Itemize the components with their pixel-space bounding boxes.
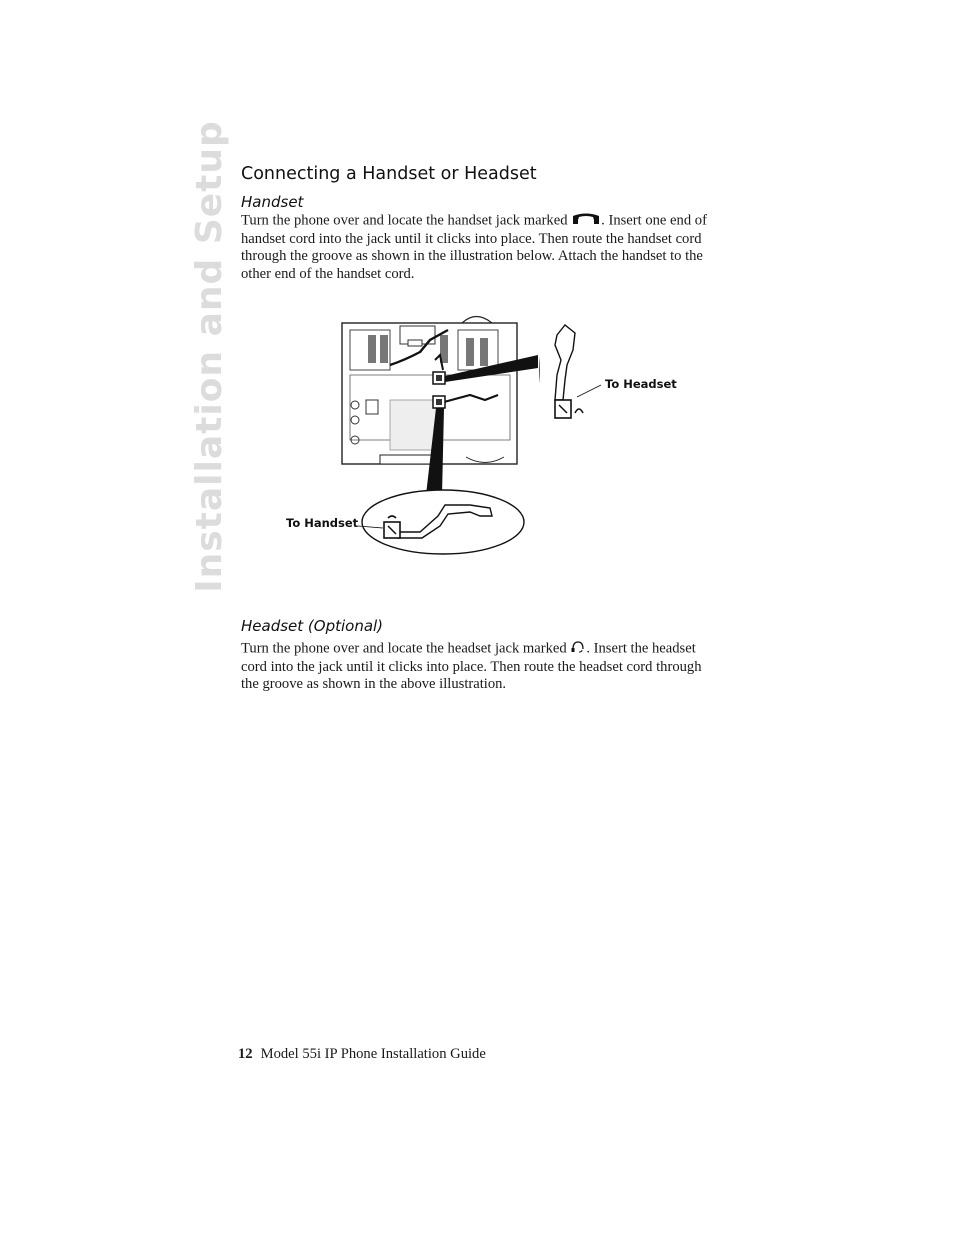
handset-para-end: . Insert one end of handset cord into the jack until it clicks into place. Then route the handset cord through the groove as shown in the illustration below. Attach the handset to the other end of the handset cord. bbox=[241, 212, 707, 282]
page-footer bbox=[238, 1046, 486, 1063]
handset-paragraph bbox=[241, 212, 721, 283]
headset-paragraph bbox=[241, 640, 721, 694]
section-title: Connecting a Handset or Headset bbox=[241, 164, 537, 184]
handset-section bbox=[241, 160, 721, 283]
handset-icon bbox=[571, 212, 601, 231]
headset-para-start: Turn the phone over and locate the headset jack marked bbox=[241, 640, 571, 657]
side-tab-label: Installation and Setup bbox=[188, 119, 230, 593]
page-number: 12 bbox=[238, 1046, 253, 1062]
headset-para-end: . Insert the headset cord into the jack until it clicks into place. Then route the headset cord through the groove as shown in the above illustration. bbox=[241, 640, 702, 692]
headset-zoom-drawing bbox=[535, 305, 725, 445]
to-handset-label: To Handset bbox=[286, 516, 359, 530]
to-headset-label: To Headset bbox=[605, 377, 677, 391]
handset-para-start: Turn the phone over and locate the handset jack marked bbox=[241, 212, 572, 229]
side-tab bbox=[186, 119, 232, 593]
handset-heading: Handset bbox=[241, 193, 304, 211]
guide-title: Model 55i IP Phone Installation Guide bbox=[260, 1046, 486, 1062]
headset-icon bbox=[570, 640, 586, 659]
headset-section bbox=[241, 616, 721, 694]
phone-underside-illustration bbox=[280, 300, 677, 560]
headset-heading: Headset (Optional) bbox=[241, 617, 384, 635]
